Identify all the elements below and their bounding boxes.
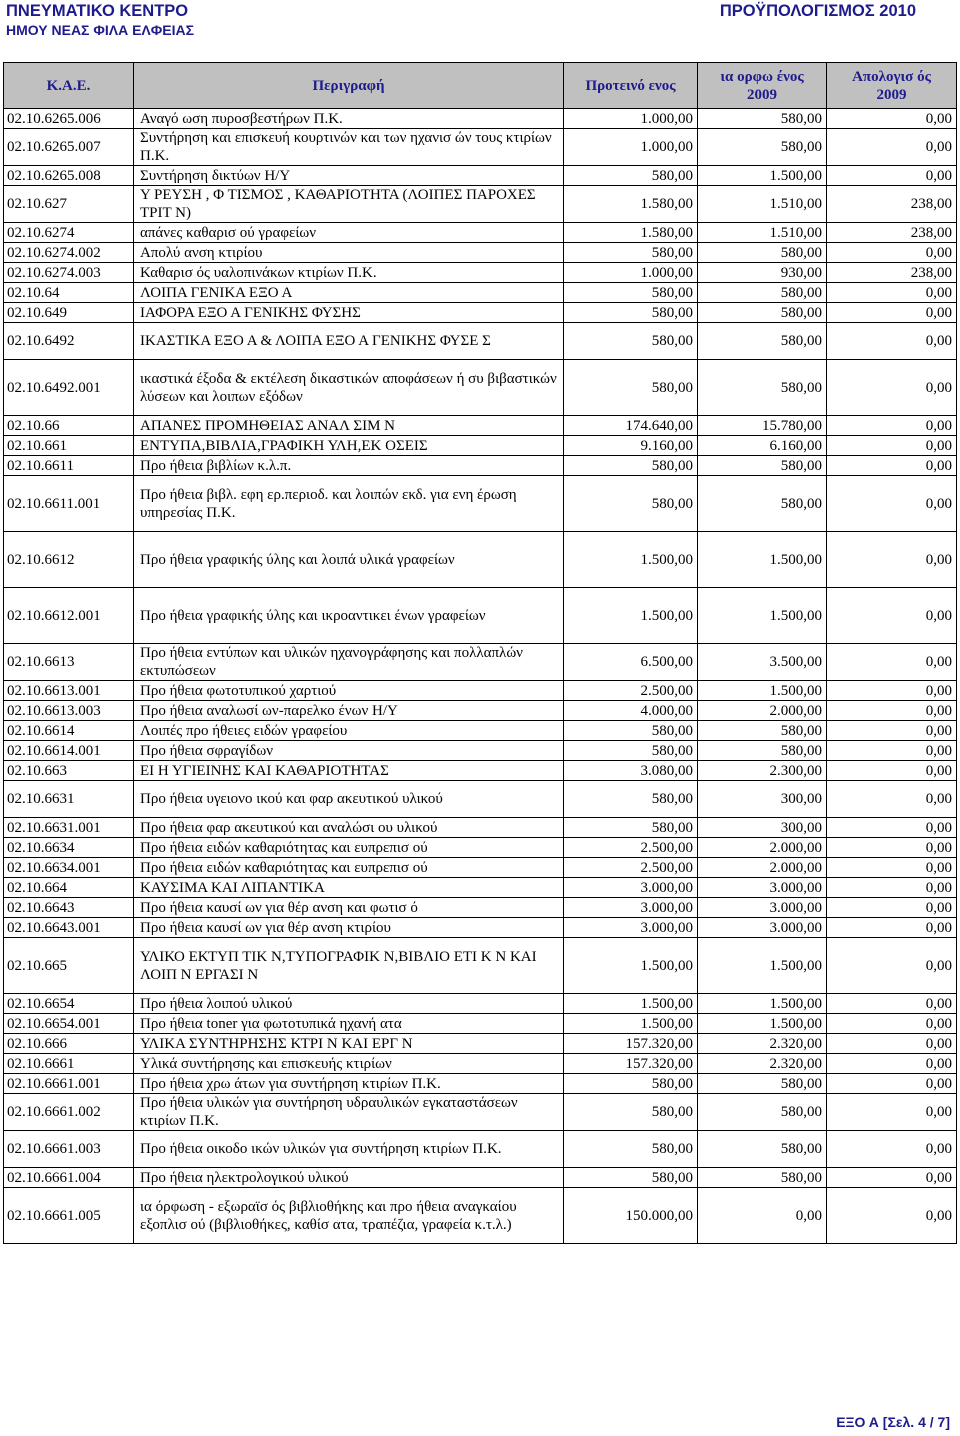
row-revised: 580,00 — [698, 360, 827, 416]
row-code: 02.10.663 — [4, 761, 134, 781]
table-row — [4, 243, 957, 263]
row-proposed: 1.500,00 — [564, 532, 698, 588]
table-row — [4, 761, 957, 781]
row-description: Προ ήθεια λοιπού υλικού — [134, 994, 564, 1014]
table-row — [4, 303, 957, 323]
row-description: Προ ήθεια ηλεκτρολογικού υλικού — [134, 1168, 564, 1188]
row-description: Αναγό ωση πυροσβεστήρων Π.Κ. — [134, 109, 564, 129]
table-row — [4, 223, 957, 243]
row-description: ΕΙ Η ΥΓΙΕΙΝΗΣ ΚΑΙ ΚΑΘΑΡΙΟΤΗΤΑΣ — [134, 761, 564, 781]
row-proposed: 2.500,00 — [564, 838, 698, 858]
row-proposed: 580,00 — [564, 781, 698, 818]
row-revised: 1.500,00 — [698, 938, 827, 994]
row-revised: 580,00 — [698, 456, 827, 476]
row-proposed: 157.320,00 — [564, 1054, 698, 1074]
row-final: 0,00 — [827, 938, 957, 994]
row-description: Λοιπές προ ήθειες ειδών γραφείου — [134, 721, 564, 741]
row-code: 02.10.6634 — [4, 838, 134, 858]
row-proposed: 3.000,00 — [564, 878, 698, 898]
row-final: 0,00 — [827, 129, 957, 166]
row-final: 0,00 — [827, 416, 957, 436]
table-row — [4, 681, 957, 701]
row-code: 02.10.6613 — [4, 644, 134, 681]
table-row — [4, 456, 957, 476]
row-final: 0,00 — [827, 898, 957, 918]
row-description: Προ ήθεια ειδών καθαριότητας και ευπρεπισ ού — [134, 838, 564, 858]
row-description: ικαστικά έξοδα & εκτέλεση δικαστικών αποφάσεων ή συ βιβαστικών λύσεων και λοιπων εξόδων — [134, 360, 564, 416]
row-code: 02.10.6612 — [4, 532, 134, 588]
table-row — [4, 476, 957, 532]
row-description: Καθαρισ ός υαλοπινάκων κτιρίων Π.Κ. — [134, 263, 564, 283]
row-proposed: 580,00 — [564, 243, 698, 263]
row-proposed: 580,00 — [564, 1168, 698, 1188]
row-revised: 2.000,00 — [698, 838, 827, 858]
row-final: 0,00 — [827, 360, 957, 416]
table-row — [4, 781, 957, 818]
row-proposed: 580,00 — [564, 476, 698, 532]
table-row — [4, 323, 957, 360]
row-code: 02.10.6274.003 — [4, 263, 134, 283]
table-row — [4, 109, 957, 129]
table-row — [4, 721, 957, 741]
row-final: 0,00 — [827, 1168, 957, 1188]
row-final: 0,00 — [827, 741, 957, 761]
row-code: 02.10.666 — [4, 1034, 134, 1054]
row-code: 02.10.64 — [4, 283, 134, 303]
row-proposed: 1.500,00 — [564, 588, 698, 644]
row-code: 02.10.66 — [4, 416, 134, 436]
row-code: 02.10.6643 — [4, 898, 134, 918]
row-description: Προ ήθεια υγειονο ικού και φαρ ακευτικού υλικού — [134, 781, 564, 818]
row-proposed: 1.000,00 — [564, 129, 698, 166]
row-revised: 6.160,00 — [698, 436, 827, 456]
table-row — [4, 701, 957, 721]
row-revised: 3.500,00 — [698, 644, 827, 681]
row-code: 02.10.6661 — [4, 1054, 134, 1074]
row-final: 0,00 — [827, 532, 957, 588]
row-code: 02.10.6614 — [4, 721, 134, 741]
row-revised: 1.500,00 — [698, 166, 827, 186]
row-final: 0,00 — [827, 436, 957, 456]
row-final: 0,00 — [827, 858, 957, 878]
row-revised: 580,00 — [698, 1094, 827, 1131]
row-proposed: 174.640,00 — [564, 416, 698, 436]
row-proposed: 1.580,00 — [564, 186, 698, 223]
row-revised: 15.780,00 — [698, 416, 827, 436]
row-final: 0,00 — [827, 303, 957, 323]
row-code: 02.10.6631 — [4, 781, 134, 818]
column-header-final-year: 2009 — [876, 86, 907, 103]
table-row — [4, 283, 957, 303]
table-row — [4, 1014, 957, 1034]
table-row — [4, 858, 957, 878]
row-code: 02.10.664 — [4, 878, 134, 898]
table-row — [4, 741, 957, 761]
row-code: 02.10.6611 — [4, 456, 134, 476]
row-description: ΥΛΙΚΟ ΕΚΤΥΠ ΤΙΚ Ν,ΤΥΠΟΓΡΑΦΙΚ Ν,ΒΙΒΛΙΟ ΕΤΙ Κ Ν ΚΑΙ ΛΟΙΠ Ν ΕΡΓΑΣΙ Ν — [134, 938, 564, 994]
table-row — [4, 166, 957, 186]
row-revised: 2.000,00 — [698, 701, 827, 721]
column-header-revised-label: ια ορφω ένος — [720, 68, 804, 85]
row-code: 02.10.6274 — [4, 223, 134, 243]
row-code: 02.10.6661.003 — [4, 1131, 134, 1168]
row-description: απάνες καθαρισ ού γραφείων — [134, 223, 564, 243]
budget-table — [3, 62, 957, 1244]
row-revised: 580,00 — [698, 721, 827, 741]
column-header-final-label: Απολογισ ός — [852, 68, 931, 85]
row-revised: 3.000,00 — [698, 918, 827, 938]
row-final: 0,00 — [827, 109, 957, 129]
table-row — [4, 1168, 957, 1188]
row-description: Προ ήθεια βιβλίων κ.λ.π. — [134, 456, 564, 476]
row-description: Προ ήθεια βιβλ. εφη ερ.περιοδ. και λοιπών εκδ. για ενη έρωση υπηρεσίας Π.Κ. — [134, 476, 564, 532]
row-revised: 1.500,00 — [698, 588, 827, 644]
row-proposed: 580,00 — [564, 303, 698, 323]
column-header-revised-year: 2009 — [747, 86, 777, 103]
organization-name: ΠΝΕΥΜΑΤΙΚΟ ΚΕΝΤΡΟ — [6, 2, 189, 20]
row-final: 0,00 — [827, 818, 957, 838]
row-description: ΕΝΤΥΠΑ,ΒΙΒΛΙΑ,ΓΡΑΦΙΚΗ ΥΛΗ,ΕΚ ΟΣΕΙΣ — [134, 436, 564, 456]
row-revised: 580,00 — [698, 1168, 827, 1188]
row-proposed: 3.080,00 — [564, 761, 698, 781]
row-code: 02.10.6612.001 — [4, 588, 134, 644]
row-description: Συντήρηση δικτύων Η/Υ — [134, 166, 564, 186]
row-code: 02.10.6613.003 — [4, 701, 134, 721]
row-revised: 580,00 — [698, 323, 827, 360]
row-proposed: 3.000,00 — [564, 898, 698, 918]
row-description: Προ ήθεια γραφικής ύλης και λοιπά υλικά γραφείων — [134, 532, 564, 588]
row-code: 02.10.6654.001 — [4, 1014, 134, 1034]
row-revised: 580,00 — [698, 129, 827, 166]
page-footer: ΕΞΟ Α [Σελ. 4 / 7] — [836, 1414, 950, 1430]
table-row — [4, 1054, 957, 1074]
row-final: 238,00 — [827, 223, 957, 243]
row-revised: 580,00 — [698, 109, 827, 129]
table-row — [4, 416, 957, 436]
row-final: 238,00 — [827, 263, 957, 283]
row-final: 0,00 — [827, 878, 957, 898]
row-description: Απολύ ανση κτιρίου — [134, 243, 564, 263]
table-row — [4, 878, 957, 898]
row-description: Προ ήθεια καυσί ων για θέρ ανση και φωτισ ό — [134, 898, 564, 918]
row-code: 02.10.6634.001 — [4, 858, 134, 878]
row-proposed: 6.500,00 — [564, 644, 698, 681]
row-code: 02.10.6492.001 — [4, 360, 134, 416]
row-revised: 1.500,00 — [698, 994, 827, 1014]
row-proposed: 2.500,00 — [564, 858, 698, 878]
row-code: 02.10.6492 — [4, 323, 134, 360]
row-proposed: 157.320,00 — [564, 1034, 698, 1054]
row-final: 0,00 — [827, 701, 957, 721]
row-final: 0,00 — [827, 761, 957, 781]
row-code: 02.10.6265.007 — [4, 129, 134, 166]
row-proposed: 1.500,00 — [564, 938, 698, 994]
organization-header — [6, 2, 194, 39]
table-row — [4, 818, 957, 838]
row-proposed: 580,00 — [564, 721, 698, 741]
row-revised: 3.000,00 — [698, 878, 827, 898]
row-description: Υλικά συντήρησης και επισκευής κτιρίων — [134, 1054, 564, 1074]
row-final: 0,00 — [827, 1014, 957, 1034]
table-row — [4, 436, 957, 456]
row-proposed: 580,00 — [564, 360, 698, 416]
row-final: 238,00 — [827, 186, 957, 223]
table-row — [4, 918, 957, 938]
row-final: 0,00 — [827, 721, 957, 741]
row-code: 02.10.6631.001 — [4, 818, 134, 838]
table-body — [4, 109, 957, 1244]
table-row — [4, 644, 957, 681]
row-revised: 580,00 — [698, 1131, 827, 1168]
table-row — [4, 838, 957, 858]
row-code: 02.10.6661.002 — [4, 1094, 134, 1131]
row-description: ΚΑΥΣΙΜΑ ΚΑΙ ΛΙΠΑΝΤΙΚΑ — [134, 878, 564, 898]
row-proposed: 4.000,00 — [564, 701, 698, 721]
row-final: 0,00 — [827, 681, 957, 701]
row-description: Προ ήθεια φαρ ακευτικού και αναλώσι ου υλικού — [134, 818, 564, 838]
row-final: 0,00 — [827, 994, 957, 1014]
row-description: Υ ΡΕΥΣΗ , Φ ΤΙΣΜΟΣ , ΚΑΘΑΡΙΟΤΗΤΑ (ΛΟΙΠΕΣ ΠΑΡΟΧΕΣ ΤΡΙΤ Ν) — [134, 186, 564, 223]
row-proposed: 580,00 — [564, 323, 698, 360]
row-code: 02.10.6614.001 — [4, 741, 134, 761]
row-proposed: 1.000,00 — [564, 263, 698, 283]
row-description: Προ ήθεια φωτοτυπικού χαρτιού — [134, 681, 564, 701]
row-code: 02.10.6661.005 — [4, 1188, 134, 1244]
row-revised: 2.300,00 — [698, 761, 827, 781]
row-revised: 1.510,00 — [698, 223, 827, 243]
row-proposed: 1.000,00 — [564, 109, 698, 129]
row-description: ΥΛΙΚΑ ΣΥΝΤΗΡΗΣΗΣ ΚΤΡΙ Ν ΚΑΙ ΕΡΓ Ν — [134, 1034, 564, 1054]
table-row — [4, 938, 957, 994]
column-header-description: Περιγραφή — [134, 63, 564, 109]
column-header-final — [827, 63, 957, 109]
row-proposed: 580,00 — [564, 1094, 698, 1131]
row-proposed: 150.000,00 — [564, 1188, 698, 1244]
column-header-revised — [698, 63, 827, 109]
document-title: ΠΡΟΫΠΟΛΟΓΙΣΜΟΣ 2010 — [719, 2, 916, 20]
municipality-name: ΗΜΟΥ ΝΕΑΣ ΦΙΛΑ ΕΛΦΕΙΑΣ — [6, 22, 194, 38]
row-final: 0,00 — [827, 166, 957, 186]
row-proposed: 580,00 — [564, 818, 698, 838]
row-code: 02.10.627 — [4, 186, 134, 223]
row-description: ΙΑΦΟΡΑ ΕΞΟ Α ΓΕΝΙΚΗΣ ΦΥΣΗΣ — [134, 303, 564, 323]
row-final: 0,00 — [827, 918, 957, 938]
row-final: 0,00 — [827, 1054, 957, 1074]
table-row — [4, 263, 957, 283]
row-description: Προ ήθεια εντύπων και υλικών ηχανογράφησης και πολλαπλών εκτυπώσεων — [134, 644, 564, 681]
row-code: 02.10.6613.001 — [4, 681, 134, 701]
row-description: Προ ήθεια σφραγίδων — [134, 741, 564, 761]
row-revised: 580,00 — [698, 476, 827, 532]
row-proposed: 580,00 — [564, 283, 698, 303]
row-revised: 580,00 — [698, 283, 827, 303]
table-row — [4, 186, 957, 223]
row-revised: 2.320,00 — [698, 1034, 827, 1054]
column-header-proposed: Προτεινό ενος — [564, 63, 698, 109]
row-code: 02.10.6274.002 — [4, 243, 134, 263]
table-row — [4, 1094, 957, 1131]
row-description: ια όρφωση - εξωραϊσ ός βιβλιοθήκης και προ ήθεια αναγκαίου εξοπλισ ού (βιβλιοθήκες, καθίσ ατα, τραπέζια, γραφεία κ.τ.λ.) — [134, 1188, 564, 1244]
row-final: 0,00 — [827, 1074, 957, 1094]
table-row — [4, 1074, 957, 1094]
row-revised: 580,00 — [698, 741, 827, 761]
row-description: Προ ήθεια ειδών καθαριότητας και ευπρεπισ ού — [134, 858, 564, 878]
row-revised: 0,00 — [698, 1188, 827, 1244]
row-revised: 300,00 — [698, 818, 827, 838]
row-code: 02.10.661 — [4, 436, 134, 456]
row-final: 0,00 — [827, 476, 957, 532]
row-final: 0,00 — [827, 243, 957, 263]
row-final: 0,00 — [827, 838, 957, 858]
row-revised: 930,00 — [698, 263, 827, 283]
row-final: 0,00 — [827, 1034, 957, 1054]
row-description: Προ ήθεια γραφικής ύλης και ικροαντικει ένων γραφείων — [134, 588, 564, 644]
row-final: 0,00 — [827, 588, 957, 644]
row-final: 0,00 — [827, 456, 957, 476]
row-final: 0,00 — [827, 1131, 957, 1168]
row-revised: 2.320,00 — [698, 1054, 827, 1074]
row-code: 02.10.665 — [4, 938, 134, 994]
row-final: 0,00 — [827, 1094, 957, 1131]
table-row — [4, 360, 957, 416]
table-header-row — [4, 63, 957, 109]
row-revised: 3.000,00 — [698, 898, 827, 918]
row-description: ΙΚΑΣΤΙΚΑ ΕΞΟ Α & ΛΟΙΠΑ ΕΞΟ Α ΓΕΝΙΚΗΣ ΦΥΣΕ Σ — [134, 323, 564, 360]
row-description: Προ ήθεια toner για φωτοτυπικά ηχανή ατα — [134, 1014, 564, 1034]
row-proposed: 580,00 — [564, 166, 698, 186]
row-final: 0,00 — [827, 283, 957, 303]
column-header-code: Κ.Α.Ε. — [4, 63, 134, 109]
row-code: 02.10.6661.004 — [4, 1168, 134, 1188]
row-description: Προ ήθεια υλικών για συντήρηση υδραυλικών εγκαταστάσεων κτιρίων Π.Κ. — [134, 1094, 564, 1131]
row-proposed: 2.500,00 — [564, 681, 698, 701]
row-revised: 2.000,00 — [698, 858, 827, 878]
row-description: Προ ήθεια οικοδο ικών υλικών για συντήρηση κτιρίων Π.Κ. — [134, 1131, 564, 1168]
row-revised: 1.500,00 — [698, 532, 827, 588]
row-proposed: 580,00 — [564, 456, 698, 476]
row-final: 0,00 — [827, 323, 957, 360]
row-final: 0,00 — [827, 644, 957, 681]
row-proposed: 3.000,00 — [564, 918, 698, 938]
row-description: Προ ήθεια αναλωσί ων-παρελκο ένων Η/Υ — [134, 701, 564, 721]
row-final: 0,00 — [827, 781, 957, 818]
row-proposed: 580,00 — [564, 741, 698, 761]
row-description: Προ ήθεια χρω άτων για συντήρηση κτιρίων Π.Κ. — [134, 1074, 564, 1094]
row-proposed: 1.500,00 — [564, 994, 698, 1014]
row-revised: 1.510,00 — [698, 186, 827, 223]
row-proposed: 9.160,00 — [564, 436, 698, 456]
table-row — [4, 1131, 957, 1168]
row-description: ΛΟΙΠΑ ΓΕΝΙΚΑ ΕΞΟ Α — [134, 283, 564, 303]
row-revised: 1.500,00 — [698, 681, 827, 701]
table-row — [4, 588, 957, 644]
row-code: 02.10.6611.001 — [4, 476, 134, 532]
table-row — [4, 532, 957, 588]
row-revised: 300,00 — [698, 781, 827, 818]
row-code: 02.10.6643.001 — [4, 918, 134, 938]
row-revised: 580,00 — [698, 303, 827, 323]
row-description: ΑΠΑΝΕΣ ΠΡΟΜΗΘΕΙΑΣ ΑΝΑΛ ΣΙΜ Ν — [134, 416, 564, 436]
row-revised: 580,00 — [698, 1074, 827, 1094]
row-final: 0,00 — [827, 1188, 957, 1244]
row-code: 02.10.6654 — [4, 994, 134, 1014]
row-code: 02.10.649 — [4, 303, 134, 323]
row-proposed: 580,00 — [564, 1074, 698, 1094]
row-code: 02.10.6661.001 — [4, 1074, 134, 1094]
row-proposed: 580,00 — [564, 1131, 698, 1168]
row-code: 02.10.6265.008 — [4, 166, 134, 186]
table-row — [4, 994, 957, 1014]
row-revised: 580,00 — [698, 243, 827, 263]
row-proposed: 1.500,00 — [564, 1014, 698, 1034]
row-revised: 1.500,00 — [698, 1014, 827, 1034]
table-row — [4, 1188, 957, 1244]
table-row — [4, 898, 957, 918]
row-code: 02.10.6265.006 — [4, 109, 134, 129]
row-proposed: 1.580,00 — [564, 223, 698, 243]
table-row — [4, 129, 957, 166]
table-row — [4, 1034, 957, 1054]
row-description: Προ ήθεια καυσί ων για θέρ ανση κτιρίου — [134, 918, 564, 938]
row-description: Συντήρηση και επισκευή κουρτινών και των ηχανισ ών τους κτιρίων Π.Κ. — [134, 129, 564, 166]
